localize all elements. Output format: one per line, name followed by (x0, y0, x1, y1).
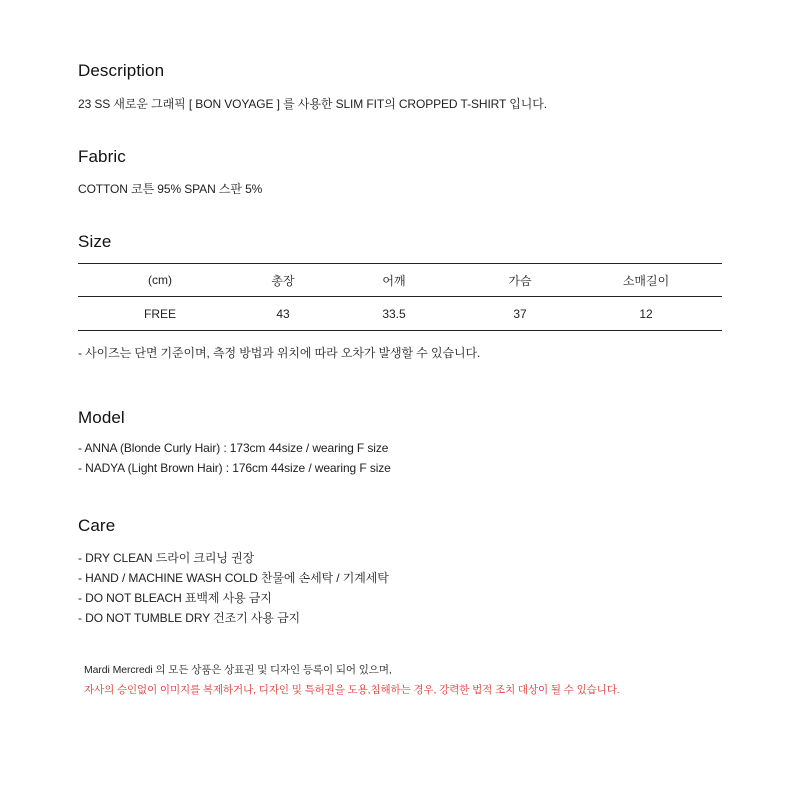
size-header-chest: 가슴 (508, 273, 532, 288)
table-row (78, 297, 722, 330)
size-header-length: 총장 (271, 273, 295, 288)
description-text: 23 SS 새로운 그래픽 [ BON VOYAGE ] 를 사용한 SLIM FIT의 CROPPED T-SHIRT 입니다. (78, 97, 547, 111)
care-heading: Care (78, 516, 116, 535)
care-line-bleach: - DO NOT BLEACH 표백제 사용 금지 (78, 591, 272, 605)
size-note: - 사이즈는 단면 기준이며, 측정 방법과 위치에 따라 오차가 발생할 수 있습니다. (78, 346, 481, 360)
size-header-shoulder: 어깨 (382, 273, 406, 288)
size-header-sleeve: 소매길이 (622, 273, 670, 288)
size-table-header-row (78, 264, 722, 297)
size-cell-length: 43 (276, 306, 290, 321)
size-cell-chest: 37 (513, 306, 527, 321)
model-line-anna: - ANNA (Blonde Curly Hair) : 173cm 44size / wearing F size (78, 441, 389, 455)
care-line-tumble-dry: - DO NOT TUMBLE DRY 건조기 사용 금지 (78, 611, 301, 625)
model-line-nadya: - NADYA (Light Brown Hair) : 176cm 44size / wearing F size (78, 461, 391, 475)
description-heading: Description (78, 61, 165, 80)
care-line-dry-clean: - DRY CLEAN 드라이 크리닝 권장 (78, 551, 255, 565)
size-table (78, 263, 722, 331)
size-heading: Size (78, 232, 112, 251)
copyright-notice: Mardi Mercredi 의 모든 상품은 상표권 및 디자인 등록이 되어 있으며, (84, 664, 392, 676)
size-cell-sleeve: 12 (639, 306, 653, 321)
size-header-unit: (cm) (148, 273, 172, 287)
care-line-wash: - HAND / MACHINE WASH COLD 찬물에 손세탁 / 기계세탁 (78, 571, 389, 585)
fabric-text: COTTON 코튼 95% SPAN 스판 5% (78, 182, 263, 196)
model-heading: Model (78, 408, 125, 427)
fabric-heading: Fabric (78, 147, 126, 166)
size-cell-size: FREE (143, 306, 176, 321)
copyright-warning: 자사의 승인없이 이미지를 복제하거나, 디자인 및 특허권을 도용,침해하는 경우, 강력한 법적 조치 대상이 될 수 있습니다. (84, 684, 620, 696)
size-cell-shoulder: 33.5 (382, 306, 406, 321)
